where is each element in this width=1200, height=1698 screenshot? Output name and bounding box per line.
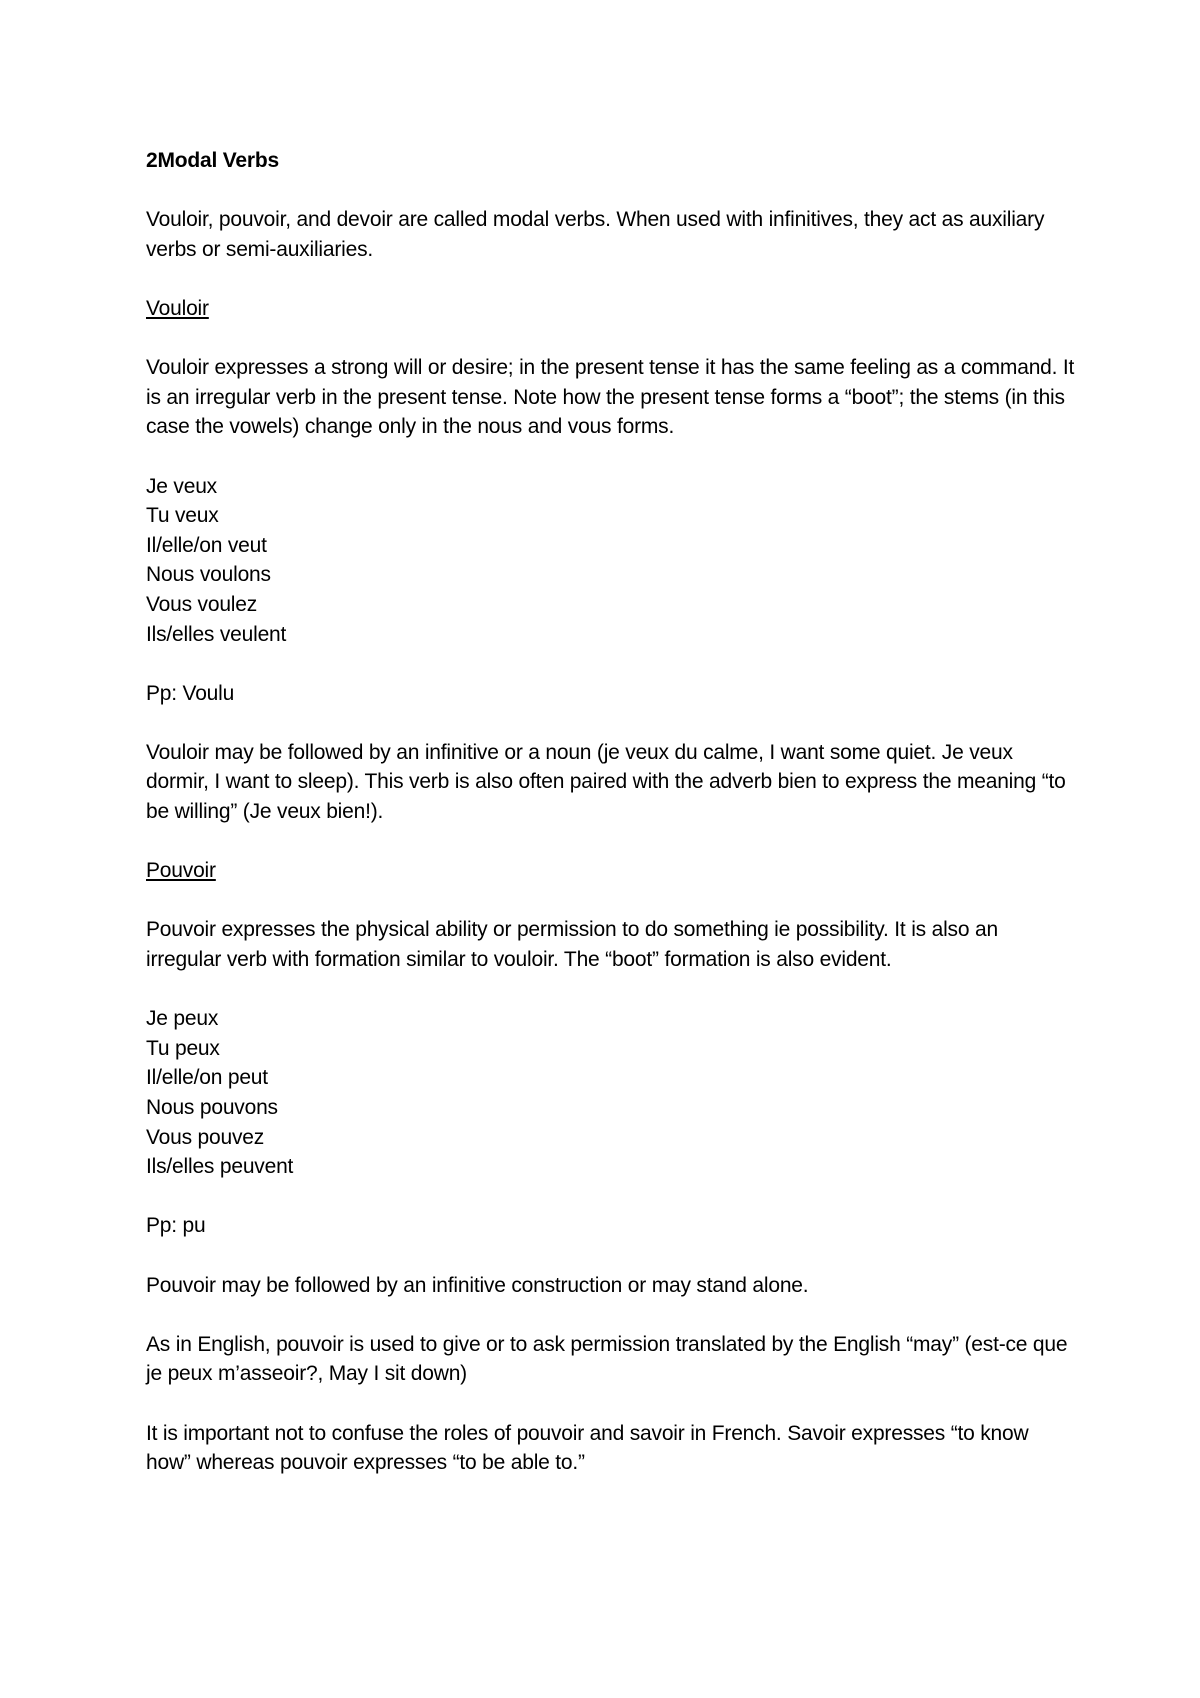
pouvoir-past-participle: Pp: pu bbox=[146, 1214, 206, 1238]
conjugation-line: Ils/elles veulent bbox=[146, 622, 287, 646]
pouvoir-conjugation-list bbox=[146, 1004, 1076, 1182]
conjugation-line: Ils/elles peuvent bbox=[146, 1155, 294, 1179]
conjugation-line: Vous voulez bbox=[146, 592, 258, 616]
document-title: 2Modal Verbs bbox=[146, 149, 279, 172]
conjugation-line: Tu peux bbox=[146, 1036, 220, 1060]
vouloir-conjugation-list bbox=[146, 472, 1076, 650]
vouloir-description: Vouloir expresses a strong will or desire; in the present tense it has the same feeling as a command. It is an irregular verb in the present tense. Note how the present tense forms a “boot”; the stems (in this case the vowels) change only in the nous and vous forms. bbox=[146, 356, 1075, 439]
conjugation-line: Je peux bbox=[146, 1007, 219, 1031]
pouvoir-description: Pouvoir expresses the physical ability or permission to do something ie possibility. It is also an irregular verb with formation similar to vouloir. The “boot” formation is also evident. bbox=[146, 918, 998, 972]
pouvoir-heading: Pouvoir bbox=[146, 859, 216, 883]
conjugation-line: Nous pouvons bbox=[146, 1096, 278, 1119]
vouloir-heading: Vouloir bbox=[146, 296, 209, 320]
conjugation-line: Il/elle/on peut bbox=[146, 1066, 268, 1090]
vouloir-usage: Vouloir may be followed by an infinitive or a noun (je veux du calme, I want some quiet. Je veux dormir, I want to sleep). This verb is also often paired with the adverb bien to express the meaning “to be willing” (Je veux bien!). bbox=[146, 740, 1066, 824]
vouloir-past-participle: Pp: Voulu bbox=[146, 681, 235, 705]
conjugation-line: Il/elle/on veut bbox=[146, 533, 267, 557]
conjugation-line: Tu veux bbox=[146, 504, 219, 528]
conjugation-line: Vous pouvez bbox=[146, 1125, 265, 1149]
pouvoir-usage: Pouvoir may be followed by an infinitive construction or may stand alone. bbox=[146, 1273, 809, 1297]
document-body bbox=[146, 146, 1076, 1507]
conjugation-line: Nous voulons bbox=[146, 563, 271, 587]
pouvoir-savoir-note: It is important not to confuse the roles of pouvoir and savoir in French. Savoir expresses “to know how” whereas pouvoir expresses “to be able to.” bbox=[146, 1421, 1029, 1475]
conjugation-line: Je veux bbox=[146, 474, 217, 498]
pouvoir-permission: As in English, pouvoir is used to give or to ask permission translated by the English “may” (est-ce que je peux m’asseoir?, May I sit down) bbox=[146, 1332, 1068, 1386]
intro-paragraph: Vouloir, pouvoir, and devoir are called modal verbs. When used with infinitives, they act as auxiliary verbs or semi-auxiliaries. bbox=[146, 208, 1045, 261]
